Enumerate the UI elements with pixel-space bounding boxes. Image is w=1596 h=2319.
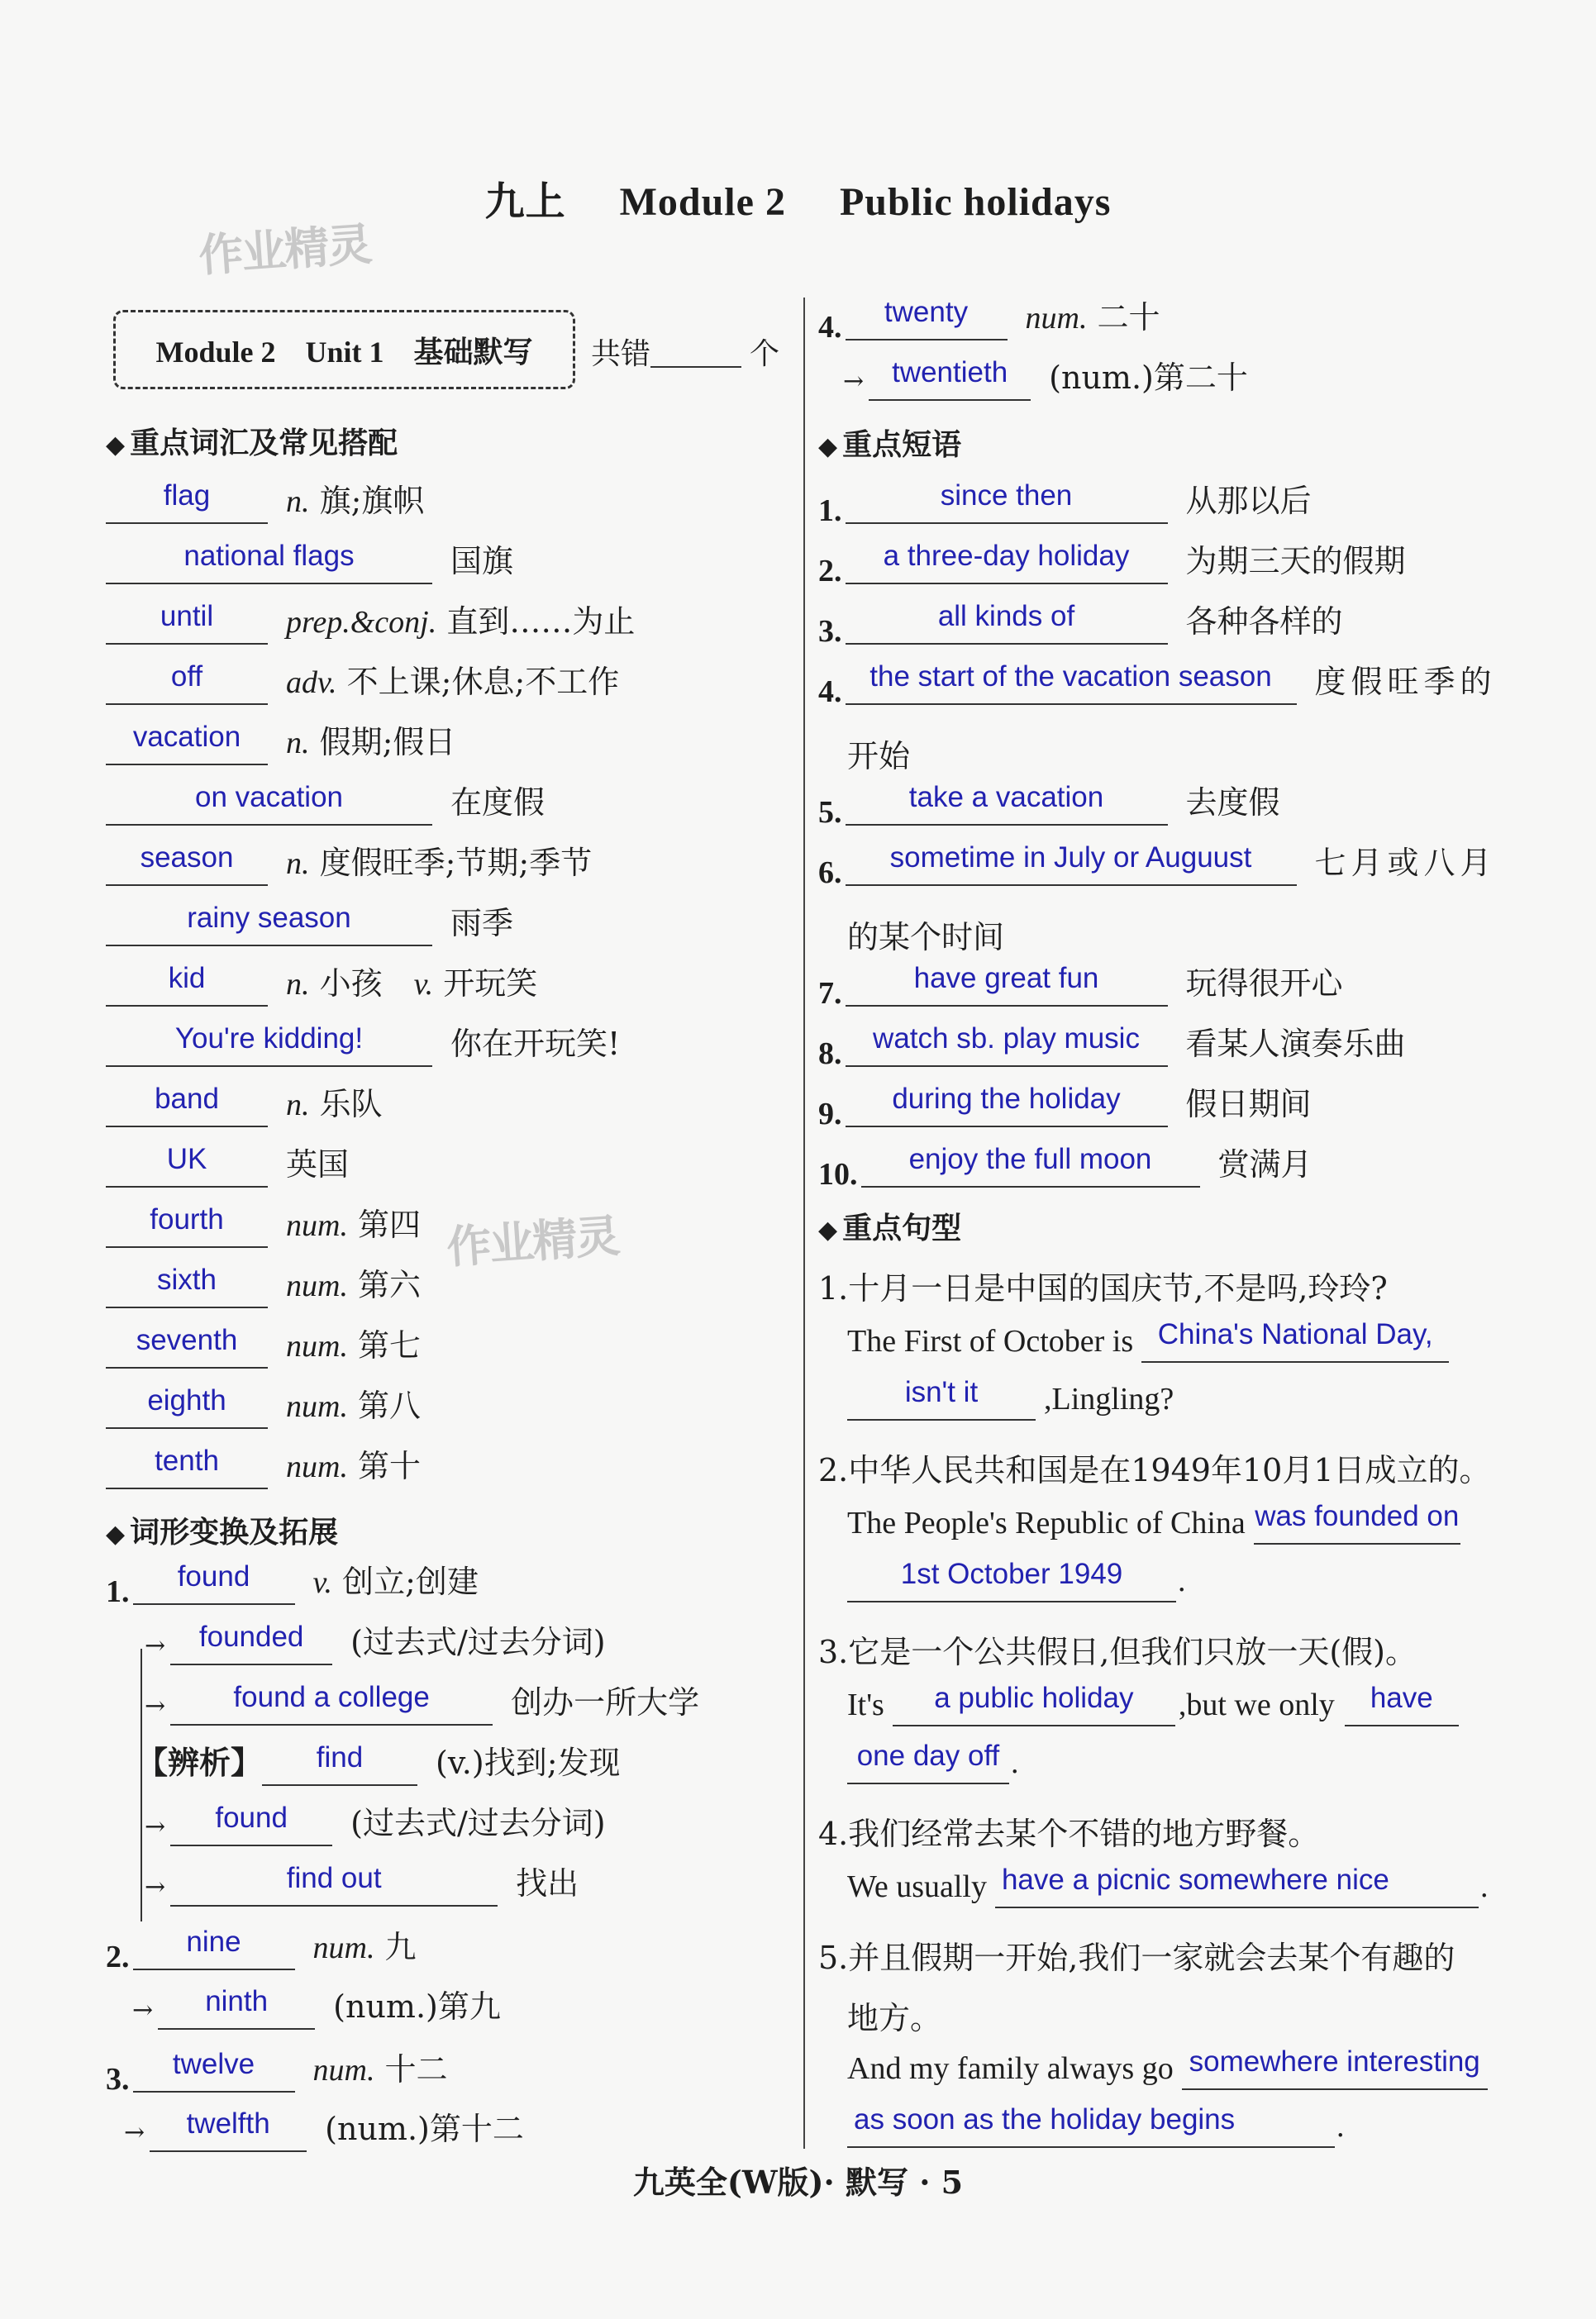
- meaning-text: 从那以后: [1185, 483, 1312, 519]
- answer-text: nine: [186, 1926, 241, 1958]
- answer-blank[interactable]: [1141, 1313, 1449, 1363]
- sentence-5-cn-cont: 地方。: [847, 2000, 942, 2036]
- answer-text: sometime in July or Auguust: [889, 841, 1252, 874]
- meaning-text: 雨季: [450, 905, 514, 941]
- answer-text: somewhere interesting: [1189, 2045, 1480, 2078]
- answer-blank[interactable]: [847, 1553, 1176, 1602]
- meaning-text: 第八: [358, 1388, 422, 1424]
- meaning-text: 假日期间: [1185, 1086, 1312, 1122]
- sentence-text: It's: [847, 1688, 884, 1722]
- sentence-text: ,but we only: [1178, 1688, 1335, 1722]
- answer-text: ninth: [205, 1985, 269, 2017]
- sentence-1-cn: 1.十月一日是中国的国庆节,不是吗,玲玲?: [818, 1270, 1388, 1307]
- unit-badge: [113, 310, 575, 389]
- item-meaning: [286, 1440, 421, 1486]
- answer-blank[interactable]: [106, 474, 268, 524]
- answer-text: UK: [166, 1143, 207, 1175]
- answer-blank[interactable]: [106, 1319, 268, 1369]
- meaning-text: 第四: [358, 1207, 422, 1243]
- answer-blank[interactable]: [106, 836, 268, 886]
- answer-text: find: [316, 1741, 364, 1774]
- item-meaning: [450, 536, 513, 581]
- page-title: [0, 169, 1596, 226]
- answer-blank[interactable]: [861, 1138, 1200, 1188]
- answer-text: off: [170, 660, 203, 693]
- title-grade: 九上: [484, 180, 566, 224]
- item-number: 3.: [106, 2062, 130, 2097]
- answer-blank[interactable]: [1345, 1677, 1459, 1726]
- arrow-right-icon: →: [124, 2118, 145, 2147]
- watermark: 作业精灵: [445, 1209, 621, 1274]
- answer-text: eighth: [147, 1384, 226, 1417]
- answer-text: watch sb. play music: [873, 1022, 1140, 1055]
- meaning-text: 不上课;休息;不工作: [346, 664, 620, 700]
- item-meaning: [450, 898, 513, 943]
- vocab-item: [106, 1436, 421, 1494]
- meaning-text: 找出: [516, 1865, 579, 1902]
- column-divider: [803, 298, 805, 2149]
- answer-blank[interactable]: [106, 1017, 432, 1067]
- form-sub-5: [145, 1854, 579, 1912]
- answer-blank[interactable]: [106, 776, 432, 826]
- phrase-item: [818, 954, 1343, 1012]
- form-item-4: [818, 288, 1160, 345]
- arrow-right-icon: →: [145, 1631, 166, 1660]
- meaning-text: (num.)第九: [333, 1988, 501, 2025]
- answer-text: since then: [940, 479, 1073, 512]
- meaning-text: 七月或八月: [1314, 845, 1497, 881]
- vocab-item: [106, 1074, 383, 1132]
- answer-blank[interactable]: [847, 1371, 1036, 1421]
- part-of-speech: num.: [286, 1329, 348, 1364]
- section-title: 重点短语: [842, 428, 962, 462]
- item-meaning: [1026, 292, 1160, 337]
- form-item-2-sub: [132, 1977, 501, 2035]
- answer-text: vacation: [132, 721, 241, 753]
- meaning-text: 小孩: [319, 965, 414, 1002]
- answer-blank[interactable]: [1182, 2040, 1488, 2090]
- answer-text: found: [215, 1802, 288, 1834]
- part-of-speech: prep.&conj.: [286, 605, 437, 640]
- diamond-icon: ◆: [106, 431, 126, 460]
- meaning-text: 赏满月: [1217, 1146, 1313, 1183]
- title-topic: Public holidays: [839, 180, 1112, 224]
- answer-blank[interactable]: [170, 1616, 332, 1665]
- answer-blank[interactable]: [106, 595, 268, 645]
- answer-blank[interactable]: [995, 1859, 1479, 1908]
- meaning-text: 去度假: [1185, 784, 1280, 821]
- phrase-item: [818, 592, 1343, 650]
- phrase-item: [818, 471, 1312, 529]
- section-sentences: [818, 1205, 961, 1247]
- meaning-continued: 的某个时间: [847, 919, 1005, 955]
- diamond-icon: ◆: [818, 1216, 838, 1245]
- form-sub-3: [136, 1733, 621, 1791]
- meaning-text: 第七: [358, 1327, 422, 1364]
- item-meaning: [286, 596, 635, 641]
- answer-text: seventh: [136, 1324, 238, 1356]
- meaning-text: 二十: [1097, 299, 1160, 336]
- answer-text: have: [1370, 1682, 1433, 1714]
- answer-blank[interactable]: [846, 836, 1297, 886]
- item-number: 3.: [818, 614, 842, 649]
- title-module: Module 2: [619, 180, 786, 224]
- meaning-text: 在度假: [450, 784, 545, 821]
- sentence-text: And my family always go: [847, 2051, 1174, 2086]
- answer-text: 1st October 1949: [900, 1558, 1123, 1590]
- item-meaning: [286, 837, 592, 883]
- meaning-text: 十二: [384, 2051, 448, 2088]
- answer-text: take a vacation: [908, 781, 1104, 813]
- answer-blank[interactable]: [846, 595, 1168, 645]
- answer-blank[interactable]: [846, 1078, 1168, 1127]
- item-number: 6.: [818, 855, 842, 890]
- meaning-text: 创立;创建: [342, 1564, 479, 1600]
- answer-text: until: [160, 600, 214, 632]
- part-of-speech: n.: [286, 967, 310, 1002]
- item-meaning: [286, 1380, 421, 1426]
- form-item-3: [106, 2040, 448, 2098]
- sentence-5-cn: 5.并且假期一开始,我们一家就会去某个有趣的: [818, 1940, 1455, 1976]
- sentence-5-en-cont: [847, 2095, 1345, 2153]
- item-meaning: [450, 777, 545, 822]
- answer-text: tenth: [155, 1445, 219, 1477]
- item-meaning: [286, 717, 455, 762]
- answer-text: during the holiday: [892, 1083, 1121, 1115]
- vocab-item: [106, 1255, 421, 1313]
- answer-blank[interactable]: [106, 1379, 268, 1429]
- item-number: 1.: [818, 493, 842, 528]
- meaning-text: 看某人演奏乐曲: [1185, 1026, 1406, 1062]
- meaning-text: 各种各样的: [1185, 603, 1343, 640]
- answer-blank[interactable]: [106, 897, 432, 946]
- answer-text: find out: [286, 1862, 382, 1894]
- answer-blank[interactable]: [106, 957, 268, 1007]
- meaning-text: 乐队: [319, 1086, 383, 1122]
- answer-text: have a picnic somewhere nice: [1001, 1864, 1389, 1896]
- answer-text: fourth: [150, 1203, 224, 1236]
- answer-text: all kinds of: [937, 600, 1075, 632]
- form-sub-1: [145, 1612, 606, 1670]
- sentence-text: .: [1011, 1745, 1019, 1780]
- answer-text: found a college: [233, 1681, 430, 1713]
- answer-text: flag: [163, 479, 211, 512]
- error-suffix: 个: [750, 337, 780, 371]
- sentence-text: .: [1178, 1564, 1186, 1598]
- answer-blank[interactable]: [106, 1198, 268, 1248]
- answer-text: rainy season: [187, 902, 351, 934]
- item-meaning: [286, 656, 619, 702]
- phrase-item: [818, 1074, 1312, 1132]
- item-number: 1.: [106, 1574, 130, 1609]
- vocab-item: [106, 954, 537, 1012]
- part-of-speech: n.: [286, 846, 310, 881]
- sentence-3-en: [847, 1674, 1467, 1731]
- answer-blank[interactable]: [262, 1736, 417, 1786]
- diamond-icon: ◆: [818, 432, 838, 461]
- answer-text: found: [177, 1560, 250, 1593]
- answer-text: was founded on: [1255, 1500, 1460, 1532]
- answer-blank[interactable]: [846, 291, 1008, 340]
- item-meaning: [313, 1921, 417, 1967]
- item-meaning: [313, 1556, 479, 1602]
- meaning-text: 英国: [286, 1146, 350, 1183]
- answer-blank[interactable]: [150, 2102, 307, 2152]
- answer-blank[interactable]: [106, 655, 268, 705]
- answer-blank[interactable]: [106, 1078, 268, 1127]
- meaning-continued: 开始: [847, 738, 911, 774]
- section-vocab: [106, 420, 398, 462]
- item-number: 4.: [818, 310, 842, 345]
- part-of-speech: num.: [286, 1450, 348, 1484]
- meaning-text: 为期三天的假期: [1185, 543, 1406, 579]
- sentence-5-en: [847, 2037, 1496, 2095]
- section-forms: [106, 1509, 338, 1551]
- meaning-text: 创办一所大学: [511, 1684, 700, 1721]
- meaning-text: (过去式/过去分词): [350, 1805, 606, 1841]
- answer-blank[interactable]: [106, 716, 268, 765]
- arrow-right-icon: →: [145, 1812, 166, 1841]
- form-sub-4: [145, 1793, 606, 1851]
- part-of-speech: num.: [286, 1389, 348, 1424]
- answer-text: the start of the vacation season: [869, 660, 1272, 693]
- answer-text: one day off: [856, 1740, 1000, 1772]
- answer-text: as soon as the holiday begins: [854, 2103, 1236, 2136]
- part-of-speech: v.: [312, 1565, 333, 1600]
- vocab-item: [106, 773, 545, 831]
- part-of-speech: num.: [312, 1931, 375, 1965]
- answer-blank[interactable]: [170, 1676, 493, 1726]
- answer-text: China's National Day,: [1157, 1318, 1433, 1350]
- phrase-item: [818, 652, 1497, 710]
- item-meaning: [286, 1259, 421, 1305]
- item-number: 7.: [818, 976, 842, 1011]
- sentence-3-en-cont: [847, 1731, 1019, 1789]
- answer-blank[interactable]: [846, 776, 1168, 826]
- meaning-text: (过去式/过去分词): [350, 1624, 606, 1660]
- meaning-text: 度假旺季的: [1314, 664, 1497, 700]
- answer-text: on vacation: [194, 781, 344, 813]
- meaning-text: 开玩笑: [443, 965, 538, 1002]
- answer-blank[interactable]: [893, 1677, 1175, 1726]
- item-meaning: [286, 1320, 421, 1365]
- meaning-text: 九: [384, 1929, 417, 1965]
- answer-text: have great fun: [913, 962, 1099, 994]
- page-footer: 九英全(W版)· 默写 · 5: [632, 2164, 964, 2201]
- sentence-text: ,Lingling?: [1044, 1382, 1174, 1417]
- answer-blank[interactable]: [847, 2098, 1335, 2148]
- answer-blank[interactable]: [106, 535, 432, 584]
- answer-blank[interactable]: [133, 1555, 295, 1605]
- item-meaning: [286, 1139, 349, 1184]
- meaning-text: (num.)第二十: [1049, 360, 1248, 396]
- phrase-item: [818, 773, 1280, 831]
- sentence-2-en-cont: [847, 1550, 1186, 1607]
- meaning-text: 第十: [358, 1448, 422, 1484]
- vocab-item: [106, 652, 619, 710]
- item-number: 8.: [818, 1036, 842, 1071]
- phrase-item: [818, 833, 1497, 891]
- item-meaning: [450, 1018, 620, 1064]
- item-number: 2.: [106, 1940, 130, 1974]
- answer-text: a three-day holiday: [883, 540, 1130, 572]
- arrow-right-icon: →: [145, 1873, 166, 1902]
- answer-text: isn't it: [904, 1376, 979, 1408]
- form-sub-2: [145, 1673, 699, 1731]
- meaning-text: 旗;旗帜: [319, 483, 425, 519]
- answer-blank[interactable]: [846, 655, 1297, 705]
- part-of-speech: v.: [413, 967, 434, 1002]
- answer-blank[interactable]: [106, 1440, 268, 1489]
- answer-text: a public holiday: [934, 1682, 1134, 1714]
- item-meaning: [286, 1079, 383, 1124]
- sentence-1-en-cont: [847, 1368, 1174, 1426]
- vocab-item: [106, 592, 635, 650]
- phrase-item: [818, 1014, 1406, 1072]
- error-count: [591, 326, 779, 373]
- section-title: 重点句型: [842, 1212, 962, 1245]
- answer-text: twelfth: [186, 2107, 270, 2140]
- item-meaning: [286, 958, 537, 1003]
- phrase-item: [818, 531, 1406, 589]
- item-meaning: [313, 2044, 448, 2089]
- answer-blank[interactable]: [846, 1017, 1168, 1067]
- sentence-text: The People's Republic of China: [847, 1506, 1246, 1540]
- vocab-item: [106, 1376, 421, 1434]
- section-phrases: [818, 421, 961, 464]
- sentence-text: We usually: [847, 1869, 987, 1904]
- form-item-1: [106, 1552, 479, 1610]
- answer-blank[interactable]: [170, 1797, 332, 1846]
- section-title: 词形变换及拓展: [130, 1516, 339, 1550]
- answer-blank[interactable]: [170, 1857, 498, 1907]
- phrase-item: [818, 1135, 1313, 1193]
- item-number: 5.: [818, 795, 842, 830]
- sentence-text: .: [1336, 2109, 1345, 2144]
- answer-blank[interactable]: [106, 1259, 268, 1308]
- arrow-right-icon: →: [843, 367, 865, 396]
- arrow-right-icon: →: [145, 1692, 166, 1721]
- sentence-3-cn: 3.它是一个公共假日,但我们只放一天(假)。: [818, 1634, 1417, 1670]
- answer-blank[interactable]: [846, 535, 1168, 584]
- answer-text: season: [140, 841, 234, 874]
- sentence-2-en: [847, 1492, 1469, 1550]
- item-meaning: [286, 1199, 421, 1245]
- vocab-item: [106, 1195, 421, 1253]
- answer-blank[interactable]: [847, 1735, 1009, 1784]
- part-of-speech: n.: [286, 484, 310, 519]
- form-item-2: [106, 1917, 417, 1975]
- vocab-item: [106, 893, 513, 951]
- answer-text: founded: [198, 1621, 304, 1653]
- item-meaning: [286, 475, 424, 521]
- answer-blank[interactable]: [846, 957, 1168, 1007]
- vocab-item: [106, 471, 424, 529]
- analysis-label: 【辨析】: [136, 1744, 263, 1781]
- answer-text: kid: [168, 962, 206, 994]
- answer-text: You're kidding!: [174, 1022, 364, 1055]
- sentence-2-cn: 2.中华人民共和国是在1949年10月1日成立的。: [818, 1452, 1491, 1488]
- answer-blank[interactable]: [106, 1138, 268, 1188]
- part-of-speech: num.: [312, 2053, 375, 2088]
- meaning-text: (num.)第十二: [325, 2111, 524, 2147]
- part-of-speech: n.: [286, 726, 310, 760]
- answer-blank[interactable]: [133, 1921, 295, 1970]
- form-item-4-sub: [843, 348, 1248, 406]
- answer-text: national flags: [183, 540, 355, 572]
- vocab-item: [106, 1014, 620, 1072]
- error-prefix: 共错: [591, 337, 651, 371]
- answer-text: twelve: [172, 2048, 255, 2080]
- meaning-text: 国旗: [450, 543, 514, 579]
- answer-text: band: [155, 1083, 219, 1115]
- item-number: 9.: [818, 1097, 842, 1131]
- item-number: 10.: [818, 1157, 858, 1192]
- vocab-item: [106, 1135, 349, 1193]
- watermark: 作业精灵: [197, 217, 373, 283]
- section-title: 重点词汇及常见搭配: [130, 426, 398, 460]
- sentence-1-en: [847, 1310, 1457, 1368]
- sentence-4-cn: 4.我们经常去某个不错的地方野餐。: [818, 1816, 1320, 1852]
- sentence-text: The First of October is: [847, 1324, 1134, 1359]
- vocab-item: [106, 833, 592, 891]
- part-of-speech: n.: [286, 1088, 310, 1122]
- meaning-text: 玩得很开心: [1185, 965, 1343, 1002]
- meaning-text: 直到……为止: [446, 603, 636, 640]
- meaning-text: 假期;假日: [319, 724, 456, 760]
- answer-blank[interactable]: [869, 351, 1031, 401]
- badge-label: Module 2 Unit 1 基础默写: [155, 335, 533, 369]
- vocab-item: [106, 531, 513, 589]
- answer-blank[interactable]: [133, 2043, 295, 2093]
- vocab-item: [106, 1316, 421, 1374]
- answer-text: enjoy the full moon: [908, 1143, 1152, 1175]
- meaning-text: 你在开玩笑!: [450, 1026, 621, 1062]
- meaning-text: 度假旺季;节期;季节: [319, 845, 593, 881]
- answer-text: twentieth: [892, 356, 1008, 388]
- part-of-speech: num.: [286, 1208, 348, 1243]
- answer-blank[interactable]: [846, 474, 1168, 524]
- part-of-speech: adv.: [286, 665, 337, 700]
- error-blank[interactable]: [650, 326, 741, 368]
- meaning-text: (v.)找到;发现: [436, 1745, 621, 1781]
- answer-text: twenty: [884, 296, 969, 328]
- answer-blank[interactable]: [1254, 1495, 1460, 1545]
- part-of-speech: num.: [286, 1269, 348, 1303]
- sentence-4-en: [847, 1855, 1488, 1913]
- form-item-3-sub: [124, 2099, 524, 2157]
- sentence-text: .: [1479, 1869, 1489, 1904]
- answer-blank[interactable]: [158, 1980, 315, 2030]
- part-of-speech: num.: [1025, 301, 1088, 336]
- diamond-icon: ◆: [106, 1520, 126, 1549]
- item-number: 4.: [818, 674, 842, 709]
- answer-text: sixth: [157, 1264, 217, 1296]
- item-number: 2.: [818, 554, 842, 588]
- arrow-right-icon: →: [132, 1996, 154, 2025]
- vocab-item: [106, 712, 455, 770]
- meaning-text: 第六: [358, 1267, 422, 1303]
